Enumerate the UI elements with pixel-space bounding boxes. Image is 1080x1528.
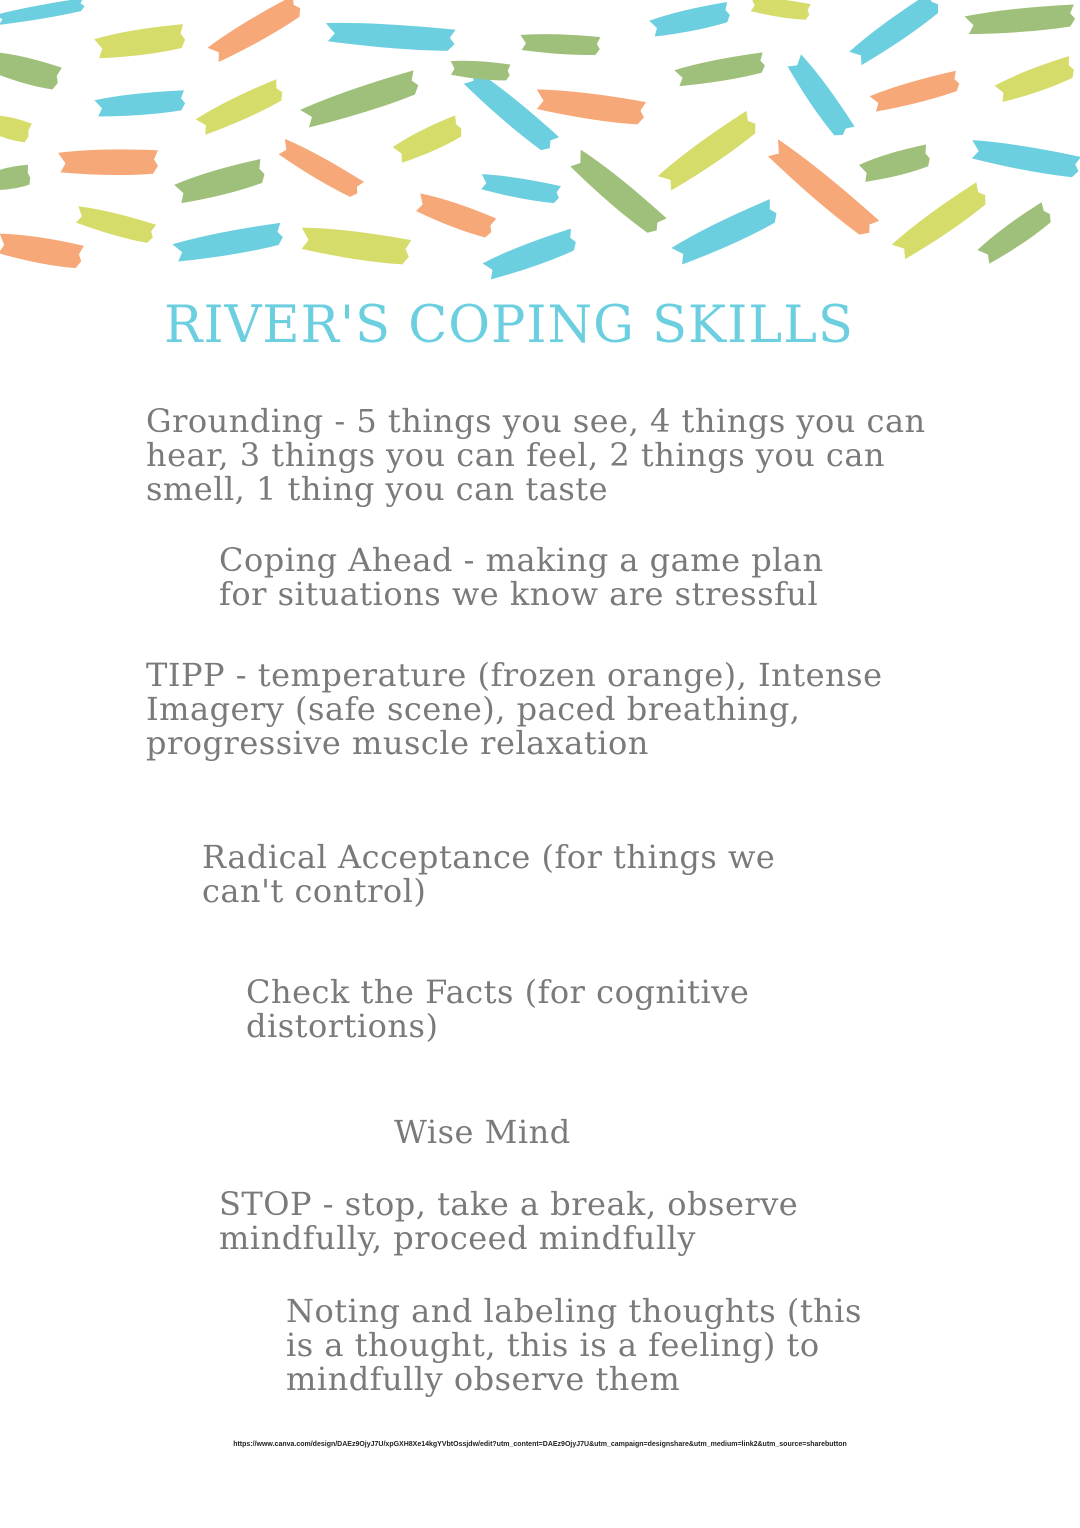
brush-stroke — [764, 137, 880, 240]
brush-stroke — [890, 182, 991, 263]
skill-radical-acceptance: Radical Acceptance (for things we can't control) — [202, 838, 776, 910]
brushstroke-pattern — [0, 0, 1080, 285]
brush-stroke — [649, 1, 732, 39]
brushstroke-banner — [0, 0, 1080, 285]
brush-stroke — [534, 86, 646, 127]
skill-tipp: TIPP - temperature (frozen orange), Intense Imagery (safe scene), paced breathing, progressive muscle relaxation — [146, 656, 883, 762]
brush-stroke — [0, 113, 32, 144]
brush-stroke — [993, 55, 1076, 105]
brush-stroke — [520, 32, 601, 56]
brush-stroke — [173, 158, 267, 206]
brush-stroke — [299, 224, 412, 267]
brush-stroke — [0, 0, 86, 27]
skill-grounding: Grounding - 5 things you see, 4 things you can hear, 3 things you can feel, 2 things you can smell, 1 thing you can taste — [146, 402, 926, 508]
page-title: RIVER'S COPING SKILLS — [164, 296, 854, 355]
brush-stroke — [847, 0, 942, 69]
brush-stroke — [324, 20, 455, 53]
brush-stroke — [0, 164, 32, 192]
brush-stroke — [94, 89, 186, 118]
brush-stroke — [94, 23, 187, 61]
brush-stroke — [976, 202, 1055, 267]
brush-stroke — [74, 203, 157, 245]
brush-stroke — [449, 59, 510, 82]
brush-stroke — [413, 190, 496, 240]
skill-coping-ahead: Coping Ahead - making a game plan for situations we know are stressful — [219, 541, 824, 613]
brush-stroke — [969, 137, 1080, 179]
brush-stroke — [479, 172, 561, 205]
brush-stroke — [206, 0, 304, 65]
brush-stroke — [276, 136, 365, 200]
brush-stroke — [784, 52, 855, 139]
brush-stroke — [299, 70, 421, 131]
brush-stroke — [674, 52, 766, 89]
brush-stroke — [749, 0, 811, 21]
brush-stroke — [0, 230, 84, 270]
brush-stroke — [58, 149, 158, 175]
brush-stroke — [656, 110, 761, 194]
brush-stroke — [391, 115, 464, 166]
brush-stroke — [481, 228, 578, 283]
brush-stroke — [858, 144, 932, 185]
skill-noting-labeling: Noting and labeling thoughts (this is a thought, this is a feeling) to mindfully observe them — [286, 1292, 862, 1398]
footer-url: https://www.canva.com/design/DAEz9OjyJ7U/xpGXH8Xe14kgYVbtOssjdw/edit?utm_content=DAEz9OjyJ7U&utm_campaign=designshare&utm_medium=link2&utm_source=sharebutton — [233, 1441, 847, 1448]
brush-stroke — [194, 78, 286, 137]
skill-check-the-facts: Check the Facts (for cognitive distortions) — [246, 973, 750, 1045]
skill-wise-mind: Wise Mind — [394, 1113, 571, 1151]
brush-stroke — [566, 147, 667, 237]
skill-stop: STOP - stop, take a break, observe mindfully, proceed mindfully — [219, 1185, 799, 1257]
brush-stroke — [0, 49, 62, 92]
brush-stroke — [172, 222, 284, 264]
brush-stroke — [964, 4, 1076, 37]
brush-stroke — [869, 70, 962, 114]
brush-stroke — [670, 198, 781, 268]
